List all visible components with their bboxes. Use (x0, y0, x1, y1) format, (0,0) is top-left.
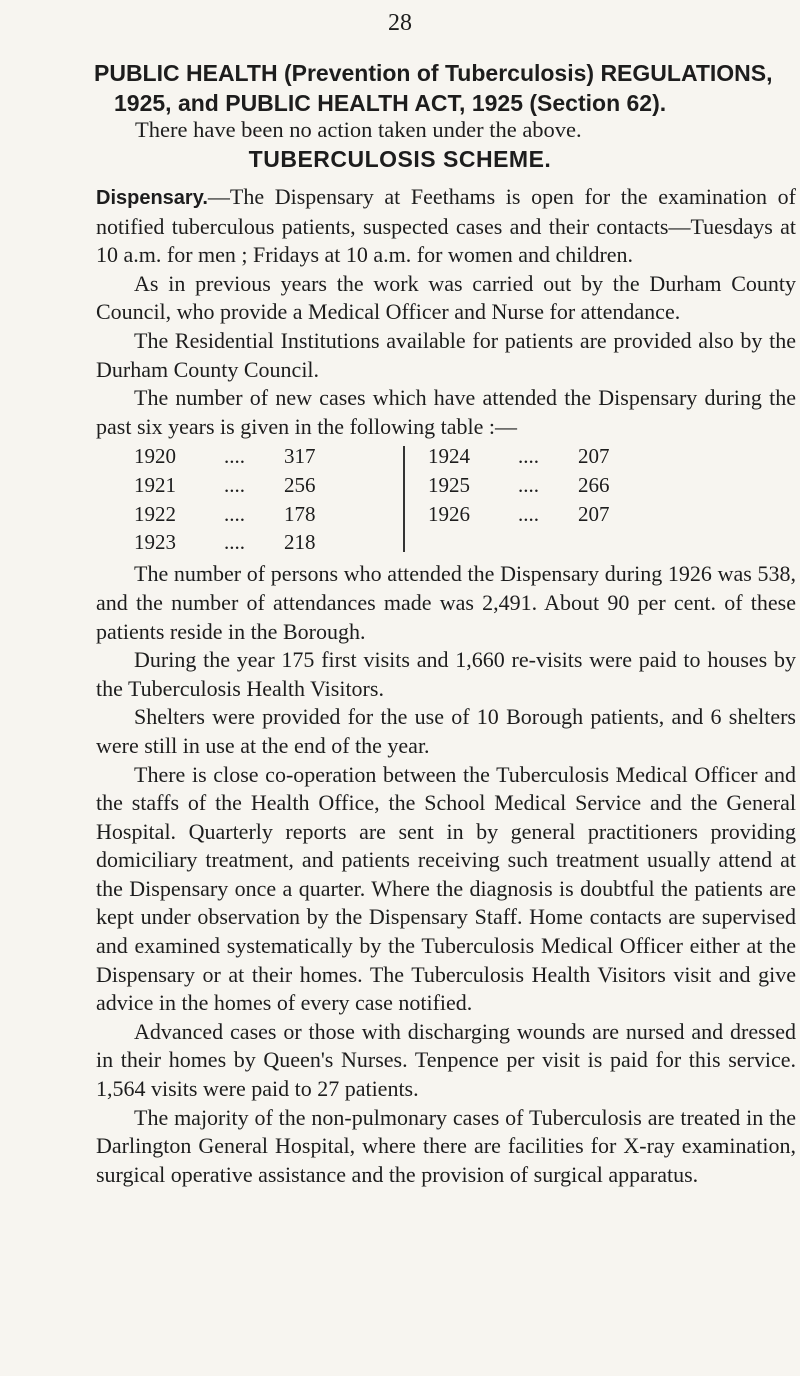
heading-line-1: PUBLIC HEALTH (Prevention of Tuberculosis) REGULATIONS, (94, 60, 773, 86)
table-left-column (134, 442, 332, 556)
new-cases-paragraph: The number of new cases which have attended the Dispensary during the past six years is given in the following table :— (96, 385, 796, 439)
count-cell: 256 (284, 472, 316, 497)
residential-paragraph: The Residential Institutions available for patients are provided also by the Durham County Council. (96, 327, 796, 382)
leader-dots: .... (518, 501, 539, 526)
heading-line-2: 1925, and PUBLIC HEALTH ACT, 1925 (Section 62). (114, 90, 667, 116)
leader-dots: .... (224, 530, 245, 555)
dispensary-paragraph (96, 183, 796, 270)
section-heading (94, 58, 784, 118)
table-divider (403, 446, 405, 552)
table-row (134, 442, 332, 471)
year-cell: 1923 (134, 530, 176, 555)
count-cell: 266 (578, 472, 610, 497)
new-cases-table (96, 442, 796, 558)
leader-dots: .... (224, 501, 245, 526)
year-cell: 1925 (428, 472, 470, 497)
dispensary-label: Dispensary. (96, 187, 208, 209)
count-cell: 218 (284, 530, 316, 555)
count-cell: 207 (578, 501, 610, 526)
table-row (428, 442, 626, 471)
year-cell: 1922 (134, 501, 176, 526)
dispensary-text: —The Dispensary at Feethams is open for the examination of notified tuberculous patients, suspected cases and their contacts—Tuesdays at 10 a.m. for men ; Fridays at 10 a.m. for women and children. (96, 184, 796, 268)
year-cell: 1920 (134, 444, 176, 469)
cooperation-paragraph: There is close co-operation between the Tuberculosis Medical Officer and the staffs of the Health Office, the School Medical Service and the General Hospital. Quarterly reports are sent in by general practitioners providing domiciliary treatment, and patients receiving such treatment usually attend at the Dispensary once a quarter. Where the diagnosis is doubtful the patients are kept under observation by the Dispensary Staff. Home contacts are supervised and examined systematically by the Tuberculosis Medical Officer either at the Dispensary or at their homes. The Tuberculosis Health Visitors visit and give advice in the homes of every case notified. (96, 761, 796, 1016)
page-number: 28 (388, 10, 412, 36)
non-pulmonary-paragraph: The majority of the non-pulmonary cases of Tuberculosis are treated in the Darlington General Hospital, where there are facilities for X-ray examination, surgical operative assistance and the provision of surgical apparatus. (96, 1104, 796, 1187)
shelters-paragraph: Shelters were provided for the use of 10 Borough patients, and 6 shelters were still in use at the end of the year. (96, 704, 796, 758)
persons-paragraph: The number of persons who attended the Dispensary during 1926 was 538, and the number of attendances made was 2,491. About 90 per cent. of these patients reside in the Borough. (96, 561, 796, 644)
count-cell: 207 (578, 444, 610, 469)
body-text (96, 183, 796, 1189)
leader-dots: .... (224, 444, 245, 469)
table-row (428, 500, 626, 529)
table-row (134, 471, 332, 500)
table-row (134, 528, 332, 557)
table-row (134, 500, 332, 529)
leader-dots: .... (518, 444, 539, 469)
table-right-column (428, 442, 626, 528)
previous-years-paragraph: As in previous years the work was carried out by the Durham County Council, who provide a Medical Officer and Nurse for attendance. (96, 270, 796, 325)
leader-dots: .... (518, 472, 539, 497)
year-cell: 1924 (428, 444, 470, 469)
scheme-heading: TUBERCULOSIS SCHEME. (248, 146, 552, 172)
year-cell: 1926 (428, 501, 470, 526)
leader-dots: .... (224, 472, 245, 497)
advanced-cases-paragraph: Advanced cases or those with discharging wounds are nursed and dressed in their homes by Queen's Nurses. Tenpence per visit is paid for this service. 1,564 visits were paid to 27 patients. (96, 1018, 796, 1102)
count-cell: 317 (284, 444, 316, 469)
visits-paragraph: During the year 175 first visits and 1,660 re-visits were paid to houses by the Tuberculosis Health Visitors. (96, 647, 796, 701)
year-cell: 1921 (134, 472, 176, 497)
count-cell: 178 (284, 501, 316, 526)
table-row (428, 471, 626, 500)
lead-sentence: There have been no action taken under the above. (135, 117, 582, 142)
